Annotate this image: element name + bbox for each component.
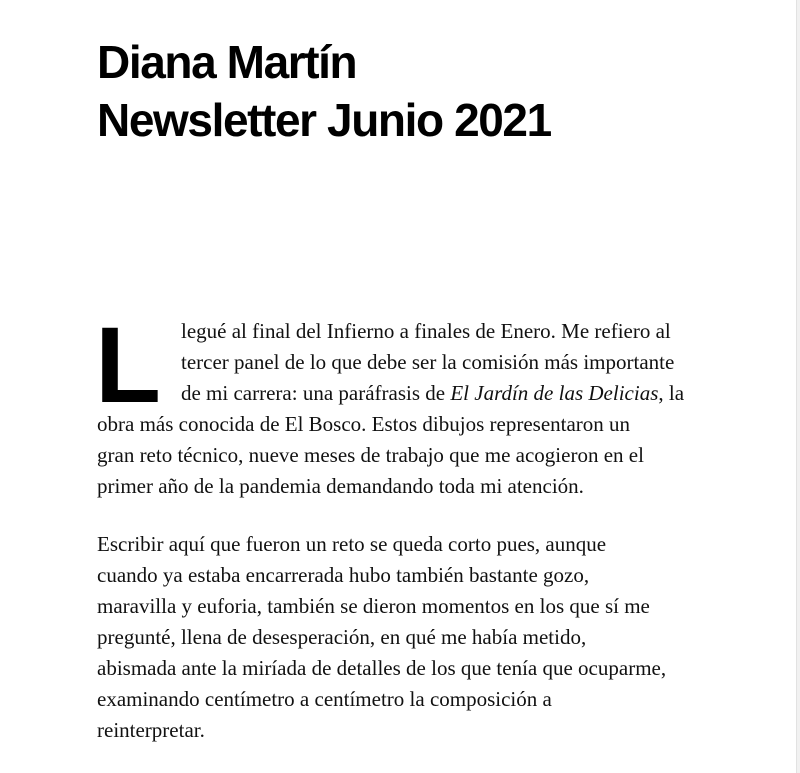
title-newsletter: Newsletter Junio 2021	[97, 94, 551, 146]
paragraph-1-line-2: tercer panel de lo que debe ser la comisión más importante	[180, 350, 675, 374]
page-title	[97, 33, 551, 149]
article-body	[95, 304, 707, 746]
paragraph-1-line-3-start: de mi carrera: una paráfrasis de	[180, 381, 451, 405]
paragraph-1	[95, 304, 707, 502]
paragraph-1-line-5: gran reto técnico, nueve meses de trabajo que me acogieron en el	[97, 443, 644, 467]
paragraph-1-line-1: legué al final del Infierno a finales de Enero. Me refiero al	[180, 319, 671, 343]
paragraph-2	[97, 529, 707, 746]
artwork-title: El Jardín de las Delicias	[450, 381, 659, 405]
drop-cap: L	[95, 304, 161, 425]
paragraph-1-line-3	[97, 378, 707, 409]
paragraph-2-line-1: Escribir aquí que fueron un reto se queda corto pues, aunque	[97, 532, 607, 556]
title-author: Diana Martín	[97, 36, 357, 88]
paragraph-2-line-7: reinterpretar.	[97, 718, 205, 742]
window-right-edge	[796, 0, 800, 773]
paragraph-2-line-2: cuando ya estaba encarrerada hubo también bastante gozo,	[97, 563, 590, 587]
paragraph-1-line-3-end: , la	[658, 381, 685, 405]
paragraph-2-line-5: abismada ante la miríada de detalles de los que tenía que ocuparme,	[97, 656, 667, 680]
paragraph-1-line-6: primer año de la pandemia demandando toda mi atención.	[97, 474, 584, 498]
paragraph-2-line-3: maravilla y euforia, también se dieron momentos en los que sí me	[97, 594, 650, 618]
paragraph-2-line-6: examinando centímetro a centímetro la composición a	[97, 687, 552, 711]
paragraph-1-line-4: obra más conocida de El Bosco. Estos dibujos representaron un	[97, 412, 631, 436]
paragraph-2-line-4: pregunté, llena de desesperación, en qué me había metido,	[97, 625, 587, 649]
